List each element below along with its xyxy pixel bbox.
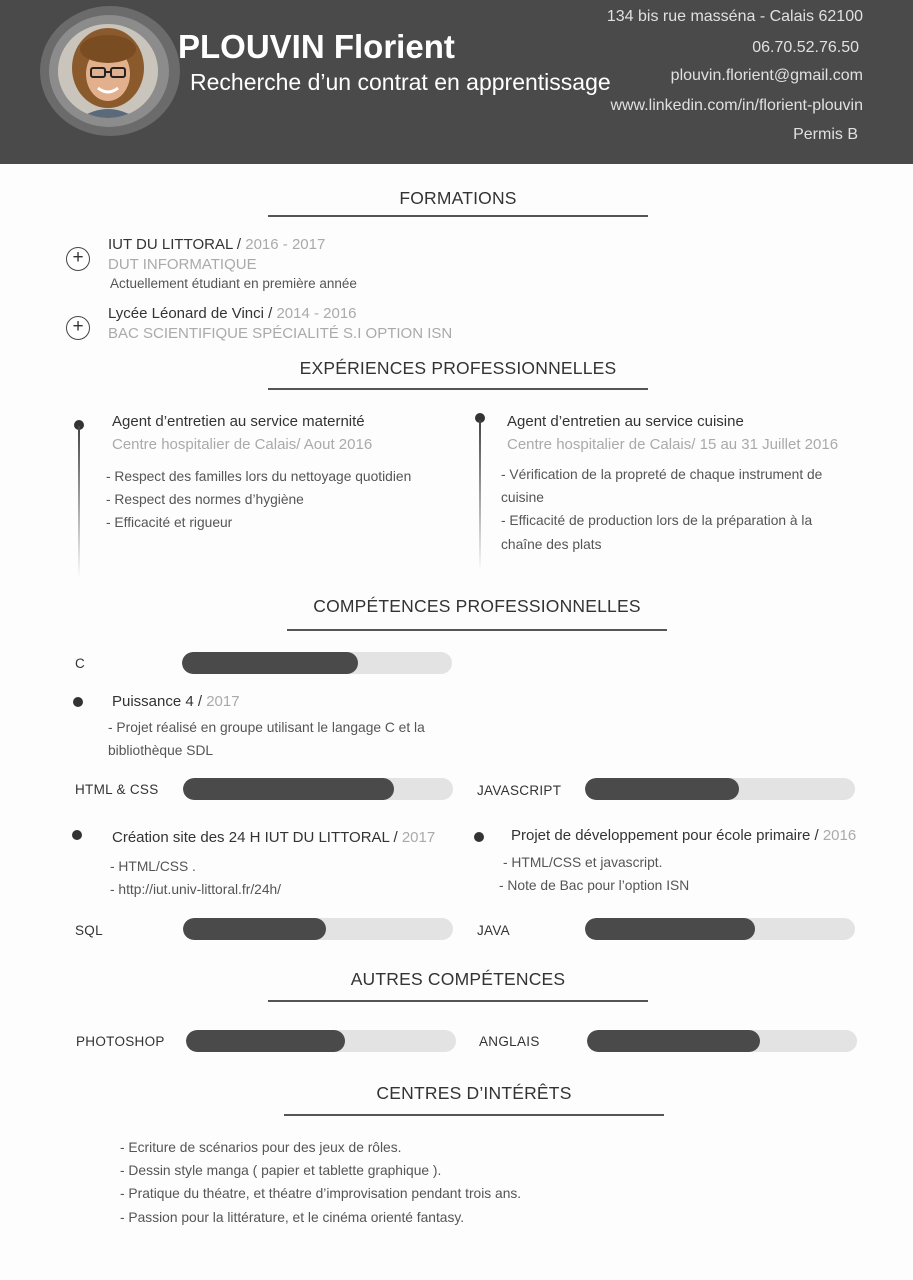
skill-bar-fill <box>186 1030 345 1052</box>
formation-title: Lycée Léonard de Vinci / 2014 - 2016 <box>108 305 357 322</box>
skill-bar-anglais <box>587 1030 857 1052</box>
bullet-dot <box>73 697 83 707</box>
formation-title: IUT DU LITTORAL / 2016 - 2017 <box>108 236 326 253</box>
experience-line: - Respect des familles lors du nettoyage quotidien <box>106 469 412 484</box>
experience-line: chaîne des plats <box>501 537 602 552</box>
experience-role: Agent d’entretien au service cuisine <box>507 413 744 430</box>
candidate-name: PLOUVIN Florient <box>178 28 455 65</box>
section-title-autres: AUTRES COMPÉTENCES <box>350 969 566 989</box>
section-title-competences: COMPÉTENCES PROFESSIONNELLES <box>313 596 641 616</box>
project-line: - http://iut.univ-littoral.fr/24h/ <box>110 882 281 897</box>
project-line: - Projet réalisé en groupe utilisant le langage C et la <box>108 720 425 735</box>
skill-bar-c <box>182 652 452 674</box>
section-rule <box>287 629 667 631</box>
section-rule <box>268 1000 648 1002</box>
section-title-interets: CENTRES D’INTÉRÊTS <box>376 1083 572 1103</box>
skill-bar-photoshop <box>186 1030 456 1052</box>
interest-item: - Dessin style manga ( papier et tablette graphique ). <box>120 1163 442 1178</box>
experience-role: Agent d’entretien au service maternité <box>112 413 365 430</box>
profile-photo <box>58 24 158 118</box>
contact-license: Permis B <box>793 126 858 143</box>
skill-label-c: C <box>75 656 86 671</box>
skill-bar-java <box>585 918 855 940</box>
interest-item: - Pratique du théatre, et théatre d’improvisation pendant trois ans. <box>120 1186 522 1201</box>
experience-line: - Efficacité et rigueur <box>106 515 233 530</box>
experience-line: cuisine <box>501 490 544 505</box>
project-title: Création site des 24 H IUT DU LITTORAL / 2017 <box>112 829 436 846</box>
plus-icon: + <box>66 316 90 340</box>
candidate-tagline: Recherche d’un contrat en apprentissage <box>190 69 611 95</box>
skill-bar-fill <box>183 918 326 940</box>
contact-phone: 06.70.52.76.50 <box>752 39 859 56</box>
bullet-dot <box>474 832 484 842</box>
plus-icon: + <box>66 247 90 271</box>
experience-org: Centre hospitalier de Calais/ 15 au 31 Juillet 2016 <box>507 436 839 453</box>
bullet-dot <box>72 830 82 840</box>
skill-label-java: JAVA <box>477 923 510 938</box>
section-rule <box>268 388 648 390</box>
project-line: - HTML/CSS . <box>110 859 196 874</box>
experience-line: - Respect des normes d’hygiène <box>106 492 304 507</box>
skill-bar-fill <box>182 652 358 674</box>
section-rule <box>284 1114 664 1116</box>
skill-bar-javascript <box>585 778 855 800</box>
skill-bar-htmlcss <box>183 778 453 800</box>
experience-line: - Efficacité de production lors de la préparation à la <box>501 513 813 528</box>
interest-item: - Ecriture de scénarios pour des jeux de rôles. <box>120 1140 402 1155</box>
experience-org: Centre hospitalier de Calais/ Aout 2016 <box>112 436 373 453</box>
formation-degree: DUT INFORMATIQUE <box>108 256 257 273</box>
project-title: Puissance 4 / 2017 <box>112 693 240 710</box>
section-rule <box>268 215 648 217</box>
contact-address: 134 bis rue masséna - Calais 62100 <box>606 8 863 25</box>
timeline-line <box>479 420 481 572</box>
formation-note: Actuellement étudiant en première année <box>110 276 357 291</box>
skill-label-anglais: ANGLAIS <box>479 1034 540 1049</box>
project-line: - HTML/CSS et javascript. <box>503 855 663 870</box>
section-title-experiences: EXPÉRIENCES PROFESSIONNELLES <box>299 358 617 378</box>
experience-line: - Vérification de la propreté de chaque instrument de <box>501 467 823 482</box>
timeline-line <box>78 426 80 578</box>
skill-bar-fill <box>585 778 739 800</box>
project-line: - Note de Bac pour l’option ISN <box>499 878 690 893</box>
project-line: bibliothèque SDL <box>108 743 214 758</box>
skill-bar-fill <box>587 1030 760 1052</box>
skill-bar-sql <box>183 918 453 940</box>
skill-label-photoshop: PHOTOSHOP <box>76 1034 165 1049</box>
skill-label-htmlcss: HTML & CSS <box>75 782 159 797</box>
skill-bar-fill <box>183 778 394 800</box>
project-title: Projet de développement pour école primaire / 2016 <box>511 827 857 844</box>
formation-degree: BAC SCIENTIFIQUE SPÉCIALITÉ S.I OPTION ISN <box>108 325 453 342</box>
interest-item: - Passion pour la littérature, et le cinéma orienté fantasy. <box>120 1210 465 1225</box>
section-title-formations: FORMATIONS <box>399 188 517 208</box>
skill-label-sql: SQL <box>75 923 103 938</box>
skill-bar-fill <box>585 918 755 940</box>
skill-label-javascript: JAVASCRIPT <box>477 783 562 798</box>
contact-linkedin[interactable]: www.linkedin.com/in/florient-plouvin <box>610 97 863 114</box>
contact-email[interactable]: plouvin.florient@gmail.com <box>670 67 863 84</box>
